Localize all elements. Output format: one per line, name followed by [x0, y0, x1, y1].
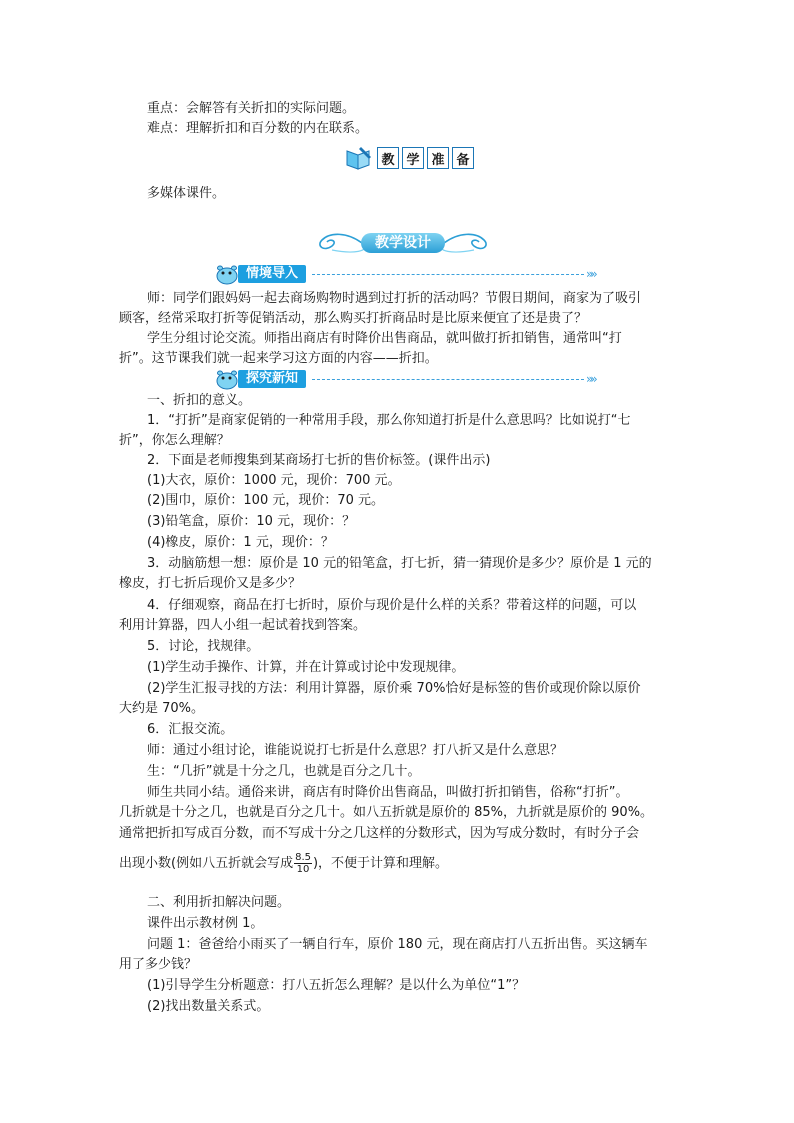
part2-line-4: 用了多少钱？ — [119, 957, 198, 972]
explore-line-17: 6．汇报交流。 — [147, 722, 234, 737]
intro-line-2: 顾客，经常采取打折等促销活动，那么购买打折商品时是比原来便宜了还是贵了？ — [119, 311, 588, 326]
explore-line-7: (3)铅笔盒，原价：10 元，现价：？ — [147, 514, 356, 529]
cartoon-hippo-icon — [214, 263, 240, 285]
explore-line-6: (2)围巾，原价：100 元，现价：70 元。 — [147, 493, 385, 508]
fraction-line-after: )，不便于计算和理解。 — [312, 856, 449, 871]
fraction-line-before: 出现小数(例如八五折就会写成 — [119, 856, 294, 871]
prep-char-3: 准 — [427, 147, 449, 169]
prep-char-1: 教 — [377, 147, 399, 169]
difficult-point: 难点：理解折扣和百分数的内在联系。 — [147, 121, 369, 136]
section-label-explore: 探究新知 — [238, 370, 306, 388]
explore-line-13: 5．讨论，找规律。 — [147, 639, 260, 654]
key-point: 重点：会解答有关折扣的实际问题。 — [147, 101, 356, 116]
part2-line-5: (1)引导学生分析题意：打八五折怎么理解？是以什么为单位“1”？ — [147, 978, 526, 993]
explore-line-18: 师：通过小组讨论，谁能说说打七折是什么意思？打八折又是什么意思？ — [147, 743, 564, 758]
dashed-rule — [312, 274, 584, 275]
part2-line-3: 问题 1：爸爸给小雨买了一辆自行车，原价 180 元，现在商店打八五折出售。买这辆车 — [147, 937, 648, 952]
dashed-rule — [312, 379, 584, 380]
section-header-intro — [214, 263, 595, 285]
fraction-line — [119, 852, 448, 875]
explore-line-4: 2．下面是老师搜集到某商场打七折的售价标签。(课件出示) — [147, 453, 491, 468]
explore-line-2: 1．“打折”是商家促销的一种常用手段，那么你知道打折是什么意思吗？比如说打“七 — [147, 413, 631, 428]
double-chevron-icon: »» — [586, 372, 595, 386]
explore-line-5: (1)大衣，原价：1000 元，现价：700 元。 — [147, 473, 401, 488]
prep-char-2: 学 — [402, 147, 424, 169]
section-header-explore — [214, 368, 595, 390]
explore-line-21: 几折就是十分之几，也就是百分之几十。如八五折就是原价的 85%，九折就是原价的 90%。 — [119, 805, 654, 820]
cartoon-hippo-icon — [214, 368, 240, 390]
explore-line-20: 师生共同小结。通俗来讲，商店有时降价出售商品，叫做打折扣销售，俗称“打折”。 — [147, 785, 629, 800]
book-pen-icon — [345, 145, 373, 171]
explore-line-19: 生：“几折”就是十分之几，也就是百分之几十。 — [147, 764, 421, 779]
explore-line-22: 通常把折扣写成百分数，而不写成十分之几这样的分数形式，因为写成分数时，有时分子会 — [119, 826, 640, 841]
part2-line-2: 课件出示教材例 1。 — [147, 916, 264, 931]
explore-line-8: (4)橡皮，原价：1 元，现价：？ — [147, 535, 334, 550]
fraction-denominator: 10 — [296, 864, 310, 875]
explore-line-15: (2)学生汇报寻找的方法：利用计算器，原价乘 70%恰好是标签的售价或现价除以原价 — [147, 681, 641, 696]
explore-line-11: 4．仔细观察，商品在打七折时，原价与现价是什么样的关系？带着这样的问题，可以 — [147, 598, 637, 613]
teaching-prep-banner — [345, 144, 474, 172]
part2-line-6: (2)找出数量关系式。 — [147, 999, 270, 1014]
explore-line-14: (1)学生动手操作、计算，并在计算或讨论中发现规律。 — [147, 660, 465, 675]
double-chevron-icon: »» — [586, 267, 595, 281]
intro-line-1: 师：同学们跟妈妈一起去商场购物时遇到过打折的活动吗？节假日期间，商家为了吸引 — [147, 291, 642, 306]
prep-char-4: 备 — [452, 147, 474, 169]
prep-text: 多媒体课件。 — [147, 186, 226, 201]
explore-line-16: 大约是 70%。 — [119, 701, 205, 716]
explore-line-10: 橡皮，打七折后现价又是多少？ — [119, 576, 302, 591]
part2-line-1: 二、利用折扣解决问题。 — [147, 895, 291, 910]
teaching-design-title: 教学设计 — [361, 233, 445, 253]
intro-line-4: 折”。这节课我们就一起来学习这方面的内容——折扣。 — [119, 351, 438, 366]
section-label-intro: 情境导入 — [238, 265, 306, 283]
intro-line-3: 学生分组讨论交流。师指出商店有时降价出售商品，就叫做打折扣销售，通常叫“打 — [147, 331, 622, 346]
fraction-8-5-over-10 — [294, 852, 312, 875]
explore-line-9: 3．动脑筋想一想：原价是 10 元的铅笔盒，打七折，猜一猜现价是多少？原价是 1 元的 — [147, 556, 652, 571]
explore-line-12: 利用计算器，四人小组一起试着找到答案。 — [119, 618, 367, 633]
explore-line-1: 一、折扣的意义。 — [147, 393, 252, 408]
fraction-numerator: 8.5 — [295, 852, 311, 863]
explore-line-3: 折”，你怎么理解？ — [119, 433, 230, 448]
